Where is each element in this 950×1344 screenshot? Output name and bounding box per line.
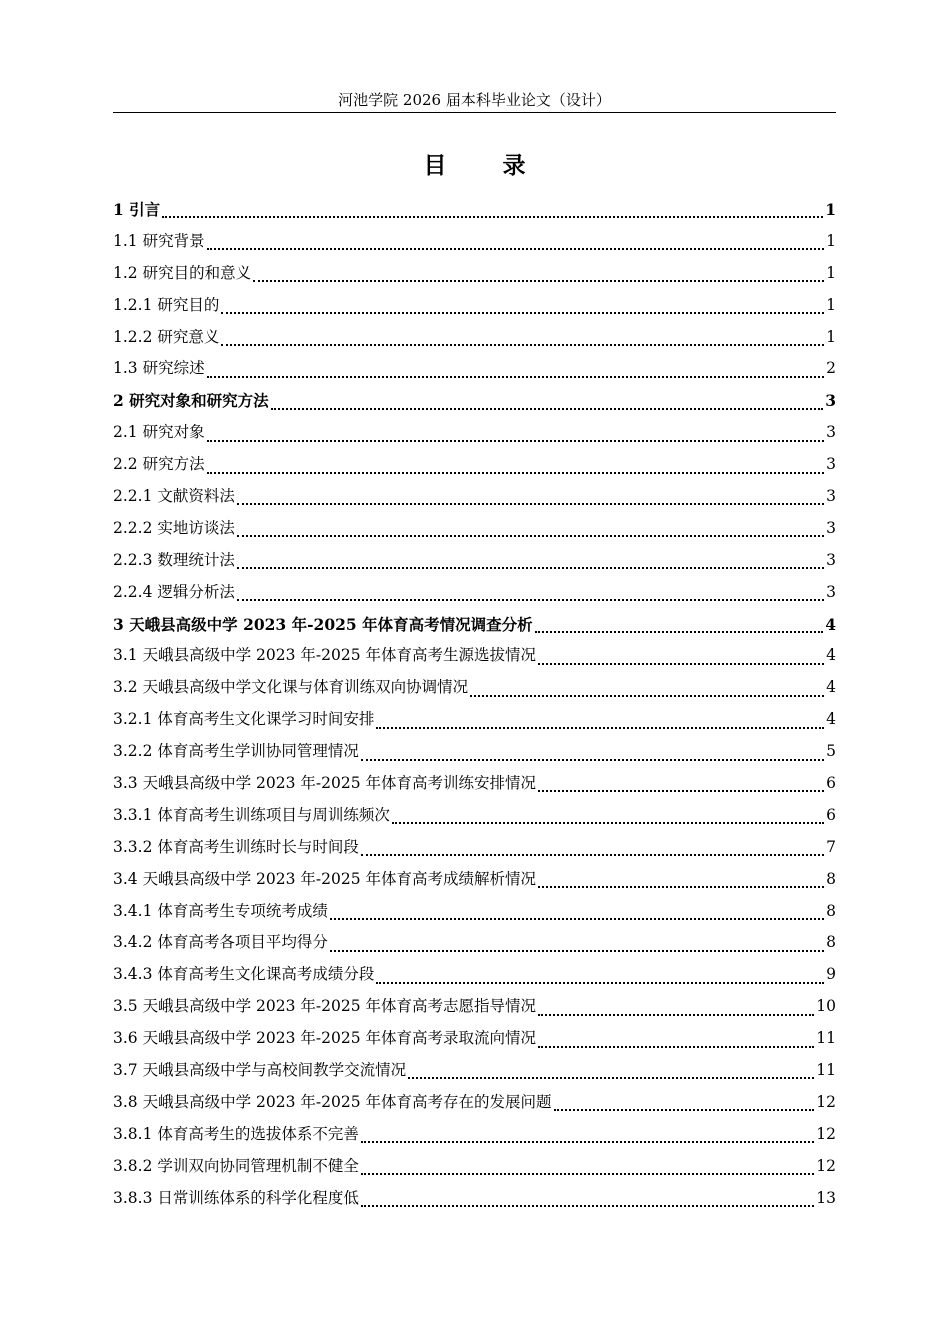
toc-entry[interactable] — [113, 736, 836, 768]
toc-entry[interactable] — [113, 704, 836, 736]
toc-entry-page: 3 — [826, 423, 836, 442]
toc-entry[interactable] — [113, 513, 836, 545]
toc-entry-label: 1 引言 — [113, 200, 161, 219]
toc-entry-label: 2.2.4 逻辑分析法 — [113, 582, 235, 601]
toc-entry-label: 3.3 天峨县高级中学 2023 年-2025 年体育高考训练安排情况 — [113, 774, 536, 793]
toc-entry[interactable] — [113, 991, 836, 1023]
toc-entry[interactable] — [113, 768, 836, 800]
toc-leader-dots — [361, 1140, 814, 1143]
toc-entry-page: 3 — [826, 455, 836, 474]
toc-entry-page: 3 — [826, 487, 836, 506]
toc-entry[interactable] — [113, 322, 836, 354]
toc-entry-page: 7 — [826, 837, 836, 856]
toc-entry-label: 3.1 天峨县高级中学 2023 年-2025 年体育高考生源选拔情况 — [113, 646, 536, 665]
toc-entry-page: 6 — [826, 805, 836, 824]
toc-entry[interactable] — [113, 545, 836, 577]
toc-entry-label: 3.8.2 学训双向协同管理机制不健全 — [113, 1156, 359, 1175]
toc-leader-dots — [237, 598, 824, 601]
toc-entry-label: 3.4.2 体育高考各项目平均得分 — [113, 933, 328, 952]
toc-entry[interactable] — [113, 194, 836, 226]
toc-entry-page: 3 — [826, 582, 836, 601]
toc-entry-label: 3.3.2 体育高考生训练时长与时间段 — [113, 837, 359, 856]
toc-entry[interactable] — [113, 481, 836, 513]
toc-entry-page: 2 — [826, 359, 836, 378]
toc-leader-dots — [361, 853, 824, 856]
toc-entry[interactable] — [113, 672, 836, 704]
toc-entry-label: 1.2 研究目的和意义 — [113, 263, 252, 282]
toc-leader-dots — [538, 662, 824, 665]
toc-entry-label: 2.1 研究对象 — [113, 423, 205, 442]
toc-leader-dots — [470, 694, 824, 697]
toc-leader-dots — [253, 279, 824, 282]
toc-leader-dots — [361, 758, 824, 761]
toc-entry[interactable] — [113, 1023, 836, 1055]
toc-entry-page: 5 — [826, 742, 836, 761]
toc-entry-label: 3.7 天峨县高级中学与高校间教学交流情况 — [113, 1061, 407, 1080]
toc-entry-label: 1.1 研究背景 — [113, 231, 205, 250]
toc-leader-dots — [538, 1013, 814, 1016]
toc-leader-dots — [361, 1172, 814, 1175]
toc-entry-page: 12 — [816, 1156, 836, 1175]
toc-entry[interactable] — [113, 609, 836, 641]
toc-entry-page: 1 — [826, 295, 836, 314]
toc-entry-label: 3.3.1 体育高考生训练项目与周训练频次 — [113, 805, 390, 824]
toc-leader-dots — [376, 981, 824, 984]
toc-leader-dots — [207, 247, 825, 250]
toc-entry-page: 11 — [816, 1029, 836, 1048]
toc-entry[interactable] — [113, 864, 836, 896]
toc-entry-page: 11 — [816, 1061, 836, 1080]
toc-entry[interactable] — [113, 1087, 836, 1119]
toc-entry-label: 3.5 天峨县高级中学 2023 年-2025 年体育高考志愿指导情况 — [113, 997, 536, 1016]
toc-entry[interactable] — [113, 449, 836, 481]
toc-leader-dots — [538, 885, 824, 888]
toc-entry[interactable] — [113, 959, 836, 991]
toc-entry[interactable] — [113, 832, 836, 864]
toc-entry-page: 1 — [825, 200, 836, 219]
toc-entry-label: 2.2.3 数理统计法 — [113, 550, 235, 569]
toc-entry-label: 2 研究对象和研究方法 — [113, 391, 269, 411]
toc-entry-label: 2.2.2 实地访谈法 — [113, 518, 235, 537]
toc-entry-page: 13 — [816, 1188, 836, 1207]
toc-entry-label: 3.2 天峨县高级中学文化课与体育训练双向协调情况 — [113, 678, 469, 697]
toc-entry[interactable] — [113, 577, 836, 609]
toc-entry[interactable] — [113, 417, 836, 449]
toc-entry-label: 3.8 天峨县高级中学 2023 年-2025 年体育高考存在的发展问题 — [113, 1092, 552, 1111]
toc-entry-label: 3.2.2 体育高考生学训协同管理情况 — [113, 742, 359, 761]
toc-leader-dots — [221, 343, 824, 346]
toc-entry[interactable] — [113, 640, 836, 672]
toc-entry-page: 9 — [826, 965, 836, 984]
toc-leader-dots — [207, 471, 825, 474]
toc-leader-dots — [376, 726, 824, 729]
toc-leader-dots — [408, 1076, 814, 1079]
toc-entry-label: 2.2 研究方法 — [113, 455, 205, 474]
toc-entry-page: 3 — [825, 391, 836, 411]
toc-entry[interactable] — [113, 353, 836, 385]
toc-entry-page: 4 — [826, 646, 836, 665]
toc-leader-dots — [237, 566, 824, 569]
toc-entry[interactable] — [113, 1151, 836, 1183]
toc-entry-page: 1 — [826, 231, 836, 250]
toc-entry-page: 4 — [826, 710, 836, 729]
toc-entry-page: 4 — [825, 614, 836, 634]
toc-entry[interactable] — [113, 1183, 836, 1215]
toc-leader-dots — [207, 375, 825, 378]
toc-leader-dots — [237, 534, 824, 537]
toc-leader-dots — [207, 439, 825, 442]
toc-entry-page: 3 — [826, 518, 836, 537]
toc-leader-dots — [237, 502, 824, 505]
running-header: 河池学院 2026 届本科毕业论文（设计） — [113, 90, 836, 113]
toc-entry-page: 1 — [826, 327, 836, 346]
toc-leader-dots — [538, 789, 824, 792]
toc-entry-page: 8 — [826, 869, 836, 888]
page-title: 目 录 — [423, 153, 550, 179]
toc-leader-dots — [361, 1204, 814, 1207]
toc-entry-label: 1.2.1 研究目的 — [113, 295, 220, 314]
toc-entry[interactable] — [113, 1055, 836, 1087]
toc-leader-dots — [535, 630, 824, 633]
table-of-contents — [113, 194, 836, 1215]
toc-entry-label: 3.4.3 体育高考生文化课高考成绩分段 — [113, 965, 375, 984]
toc-leader-dots — [538, 1045, 814, 1048]
toc-entry[interactable] — [113, 800, 836, 832]
toc-entry[interactable] — [113, 385, 836, 417]
toc-entry-page: 10 — [816, 997, 836, 1016]
toc-leader-dots — [554, 1108, 815, 1111]
toc-entry-page: 1 — [826, 263, 836, 282]
toc-entry[interactable] — [113, 290, 836, 322]
toc-entry-page: 12 — [816, 1092, 836, 1111]
toc-entry[interactable] — [113, 226, 836, 258]
toc-leader-dots — [392, 821, 824, 824]
toc-leader-dots — [330, 917, 824, 920]
toc-entry-page: 8 — [826, 901, 836, 920]
toc-leader-dots — [271, 407, 824, 410]
toc-leader-dots — [221, 311, 824, 314]
toc-entry[interactable] — [113, 927, 836, 959]
toc-entry-page: 12 — [816, 1124, 836, 1143]
toc-entry-label: 3.6 天峨县高级中学 2023 年-2025 年体育高考录取流向情况 — [113, 1029, 536, 1048]
toc-entry-page: 4 — [826, 678, 836, 697]
toc-entry-label: 2.2.1 文献资料法 — [113, 487, 235, 506]
toc-entry-page: 8 — [826, 933, 836, 952]
toc-entry-label: 3 天峨县高级中学 2023 年-2025 年体育高考情况调查分析 — [113, 614, 533, 634]
toc-leader-dots — [330, 949, 824, 952]
toc-entry-label: 3.4 天峨县高级中学 2023 年-2025 年体育高考成绩解析情况 — [113, 869, 536, 888]
toc-leader-dots — [162, 215, 823, 218]
toc-entry-label: 3.2.1 体育高考生文化课学习时间安排 — [113, 710, 375, 729]
toc-entry-label: 3.8.1 体育高考生的选拔体系不完善 — [113, 1124, 359, 1143]
toc-entry[interactable] — [113, 896, 836, 928]
toc-entry-label: 1.2.2 研究意义 — [113, 327, 220, 346]
toc-entry[interactable] — [113, 258, 836, 290]
toc-entry-page: 3 — [826, 550, 836, 569]
toc-entry-page: 6 — [826, 774, 836, 793]
toc-entry-label: 3.4.1 体育高考生专项统考成绩 — [113, 901, 328, 920]
toc-entry-label: 3.8.3 日常训练体系的科学化程度低 — [113, 1188, 359, 1207]
toc-entry-label: 1.3 研究综述 — [113, 359, 205, 378]
toc-entry[interactable] — [113, 1119, 836, 1151]
